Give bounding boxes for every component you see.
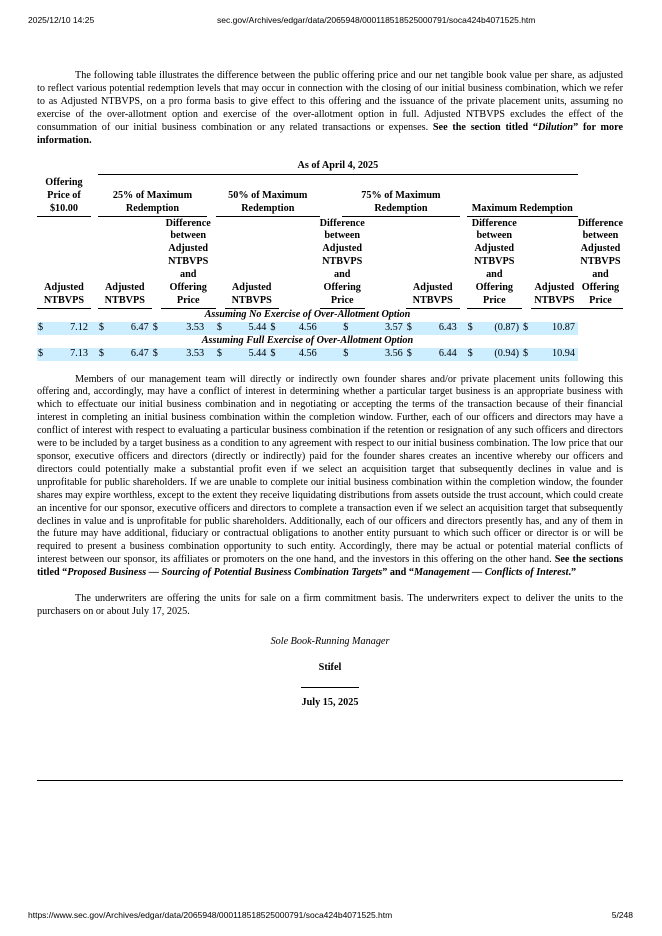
currency-symbol: $ xyxy=(342,348,365,361)
group-header-row xyxy=(37,175,623,216)
section-title-no-exercise: Assuming No Exercise of Over-Allotment Option xyxy=(204,308,411,320)
ntbvps-table xyxy=(37,160,623,360)
conflict-paragraph xyxy=(37,374,623,581)
currency-symbol: $ xyxy=(342,322,365,335)
group-50pct: 50% of Maximum Redemption xyxy=(216,175,320,216)
signature-date: July 15, 2025 xyxy=(301,696,359,708)
value-cell: 10.94 xyxy=(531,348,578,361)
value-cell: 4.56 xyxy=(279,348,320,361)
col-difference: Difference between Adjusted NTBVPS and Offering Price xyxy=(467,216,522,308)
signature-name: Stifel xyxy=(318,661,342,673)
col-adjusted-ntbvps: Adjusted NTBVPS xyxy=(98,216,152,308)
ref-management-conflicts: Management — Conflicts of Interest xyxy=(413,567,569,579)
table-row xyxy=(37,348,623,361)
underwriters-paragraph: The underwriters are offering the units for sale on a firm commitment basis. The underwriters expect to deliver the units to the purchasers on or about July 17, 2025. xyxy=(37,593,623,617)
col-adjusted-ntbvps: Adjusted NTBVPS xyxy=(225,216,279,308)
currency-symbol: $ xyxy=(37,348,46,361)
ref-suffix: ” for more information. xyxy=(37,121,623,146)
section-title-full-exercise: Assuming Full Exercise of Over-Allotment Option xyxy=(201,334,414,346)
value-cell: 6.47 xyxy=(107,322,152,335)
page-bottom-divider xyxy=(37,780,623,781)
col-difference: Difference between Adjusted NTBVPS and Offering Price xyxy=(578,216,623,308)
intro-paragraph xyxy=(37,70,623,147)
value-cell: 6.44 xyxy=(415,348,460,361)
value-cell: 7.13 xyxy=(46,348,91,361)
currency-symbol: $ xyxy=(216,348,225,361)
group-75pct: 75% of Maximum Redemption xyxy=(342,175,459,216)
value-cell: (0.94) xyxy=(476,348,522,361)
ref-prefix: See the sections titled “ xyxy=(37,554,624,579)
currency-symbol: $ xyxy=(152,348,161,361)
ref-prefix: See the section titled “ xyxy=(432,121,538,133)
currency-symbol: $ xyxy=(269,322,278,335)
document-body xyxy=(37,70,623,710)
column-header-row xyxy=(37,216,623,308)
currency-symbol: $ xyxy=(522,348,531,361)
currency-symbol: $ xyxy=(98,348,107,361)
group-25pct: 25% of Maximum Redemption xyxy=(98,175,207,216)
currency-symbol: $ xyxy=(98,322,107,335)
value-cell: 3.53 xyxy=(161,348,208,361)
as-of-date: As of April 4, 2025 xyxy=(98,160,578,174)
col-adjusted-ntbvps: Adjusted NTBVPS xyxy=(406,216,460,308)
value-cell: (0.87) xyxy=(476,322,522,335)
signature-divider xyxy=(301,687,359,688)
intro-text: The following table illustrates the difference between the public offering price and our net tangible book value per share, as adjusted to reflect various potential redemption levels that may occur in connection with the closing of our initial business combination, which we refer to as Adjusted NTBVPS, on a pro forma basis to give effect to this offering and the issuance of the private placement units, assuming no exercise of the over-allotment option and exercise of the over-allotment option in full. Adjusted NTBVPS excludes the effect of the consummation of our initial business combination or any related transactions or expenses. xyxy=(37,70,623,133)
currency-symbol: $ xyxy=(406,322,415,335)
currency-symbol: $ xyxy=(37,322,46,335)
ref-proposed-business: Proposed Business — Sourcing of Potential Business Combination Targets xyxy=(67,567,383,579)
value-cell: 6.43 xyxy=(415,322,460,335)
ref-italic: Dilution xyxy=(537,121,574,133)
col-difference: Difference between Adjusted NTBVPS and Offering Price xyxy=(161,216,216,308)
signature-role: Sole Book-Running Manager xyxy=(270,635,390,647)
currency-symbol: $ xyxy=(522,322,531,335)
currency-symbol: $ xyxy=(269,348,278,361)
currency-symbol: $ xyxy=(216,322,225,335)
table-row xyxy=(37,322,623,335)
value-cell: 6.47 xyxy=(107,348,152,361)
group-offering-price: Offering Price of $10.00 xyxy=(37,175,91,216)
currency-symbol: $ xyxy=(152,322,161,335)
print-url: https://www.sec.gov/Archives/edgar/data/2065948/000118518525000791/soca424b4071525.htm xyxy=(28,910,393,920)
currency-symbol: $ xyxy=(406,348,415,361)
conflict-text: Members of our management team will directly or indirectly own founder shares and/or private placement units following this offering and, accordingly, may have a conflict of interest in determining whether a particular target business is an appropriate business with which to effectuate our initial business combination and in negotiating or accepting the terms of the transaction because of their financial interest in completing an initial business combination within the completion window. Further, each of our officers and directors may have a conflict of interest with respect to evaluating a particular business combination if the retention or resignation of any such officers and directors were to be included by a target business as a condition to any agreement with respect to our initial business combination. The low price that our sponsor, executive officers and directors (directly or indirectly) paid for the founder shares creates an incentive whereby our officers and directors could potentially make a substantial profit even if we select an acquisition target that subsequently declines in value and is unprofitable for public shareholders. If we are unable to complete our initial business combination within the completion window, the founder shares may expire worthless, except to the extent they receive liquidating distributions from assets outside the trust account, which could create an incentive for our sponsor, executive officers and directors to complete a transaction even if we select an acquisition target that subsequently declines in value and is unprofitable for public shareholders. Additionally, each of our officers and directors presently has, and any of them in the future may have additional, fiduciary or contractual obligations to another entity pursuant to which such officer or director is or will be required to present a business combination opportunity to such entity. Accordingly, there may be actual or potential material conflicts of interest between our sponsor, its affiliates or promoters on the one hand, and the investors in this offering on the other hand. xyxy=(37,373,623,566)
group-max: Maximum Redemption xyxy=(467,175,578,216)
section-title-row xyxy=(37,335,623,348)
value-cell: 3.57 xyxy=(365,322,406,335)
page-number: 5/248 xyxy=(611,910,633,920)
currency-symbol: $ xyxy=(467,348,476,361)
currency-symbol: $ xyxy=(467,322,476,335)
value-cell: 5.44 xyxy=(225,322,270,335)
value-cell: 5.44 xyxy=(225,348,270,361)
print-title: sec.gov/Archives/edgar/data/2065948/000118518525000791/soca424b4071525.htm xyxy=(217,15,536,25)
col-difference: Difference between Adjusted NTBVPS and Offering Price xyxy=(320,216,365,308)
ref-suffix: .” xyxy=(568,567,577,579)
ref-mid: ” and “ xyxy=(382,567,414,579)
value-cell: 4.56 xyxy=(279,322,320,335)
col-adjusted-ntbvps: Adjusted NTBVPS xyxy=(531,216,578,308)
value-cell: 3.56 xyxy=(365,348,406,361)
col-adjusted-ntbvps: Adjusted NTBVPS xyxy=(37,216,91,308)
print-datetime: 2025/12/10 14:25 xyxy=(28,15,95,25)
value-cell: 10.87 xyxy=(531,322,578,335)
value-cell: 3.53 xyxy=(161,322,208,335)
value-cell: 7.12 xyxy=(46,322,91,335)
as-of-row xyxy=(37,160,623,174)
section-title-row xyxy=(37,308,623,321)
